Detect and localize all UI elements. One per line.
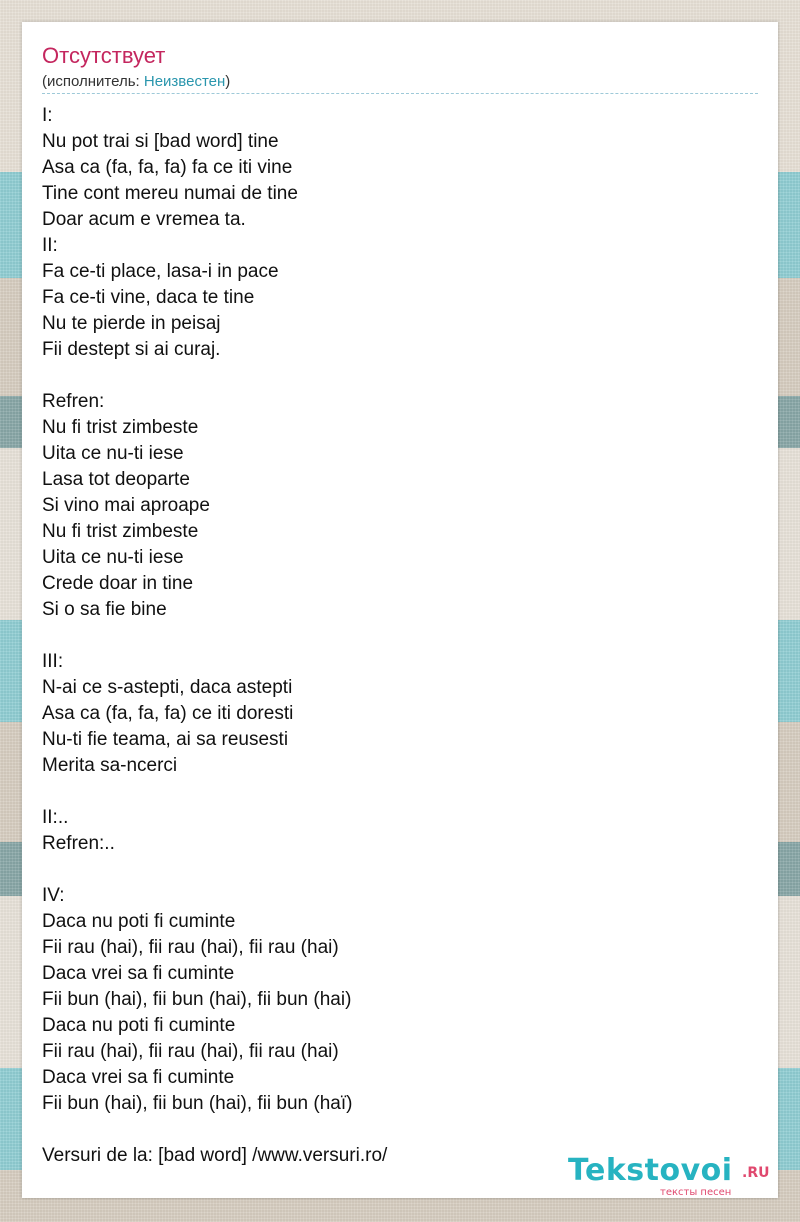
lyric-line: I:	[42, 105, 53, 126]
lyric-line: Nu-ti fie teama, ai sa reusesti	[42, 729, 289, 750]
artist-line	[42, 72, 230, 92]
lyric-line	[42, 363, 758, 389]
lyric-line: Refren:..	[42, 833, 115, 854]
site-logo[interactable]	[568, 1154, 778, 1198]
lyric-line: Fii rau (hai), fii rau (hai), fii rau (hai)	[42, 937, 339, 958]
lyric-line: IV:	[42, 885, 65, 906]
lyric-line: Merita sa-ncerci	[42, 755, 178, 776]
lyric-line: Refren:	[42, 391, 105, 412]
lyric-line: II:..	[42, 807, 69, 828]
lyrics-text	[42, 103, 758, 1169]
lyric-line: Asa ca (fa, fa, fa) fa ce iti vine	[42, 157, 293, 178]
lyric-line: III:	[42, 651, 64, 672]
lyric-line: Fa ce-ti place, lasa-i in pace	[42, 261, 279, 282]
lyric-line: Fa ce-ti vine, daca te tine	[42, 287, 255, 308]
lyric-line	[42, 623, 758, 649]
lyric-line: Fii destept si ai curaj.	[42, 339, 221, 360]
lyric-line	[42, 779, 758, 805]
lyric-line: Nu fi trist zimbeste	[42, 417, 199, 438]
artist-suffix: )	[225, 73, 231, 90]
title-divider	[42, 93, 758, 94]
lyric-line	[42, 1117, 758, 1143]
lyric-line: Daca vrei sa fi cuminte	[42, 1067, 235, 1088]
lyric-line: Tine cont mereu numai de tine	[42, 183, 298, 204]
lyric-line: II:	[42, 235, 58, 256]
lyric-line: Uita ce nu-ti iese	[42, 443, 184, 464]
lyric-line: Fii bun (hai), fii bun (hai), fii bun (haï)	[42, 1093, 353, 1114]
lyric-line: Versuri de la: [bad word] /www.versuri.ro/	[42, 1145, 388, 1166]
lyric-line: Daca nu poti fi cuminte	[42, 911, 236, 932]
lyric-line: Nu te pierde in peisaj	[42, 313, 221, 334]
lyric-line: Daca vrei sa fi cuminte	[42, 963, 235, 984]
song-title: Отсутствует	[42, 43, 166, 68]
lyric-line: Fii bun (hai), fii bun (hai), fii bun (hai)	[42, 989, 352, 1010]
lyric-line: Doar acum e vremea ta.	[42, 209, 246, 230]
lyric-line: Crede doar in tine	[42, 573, 194, 594]
logo-tld: .RU	[742, 1165, 770, 1181]
lyric-line: Nu pot trai si [bad word] tine	[42, 131, 279, 152]
lyric-line: Fii rau (hai), fii rau (hai), fii rau (hai)	[42, 1041, 339, 1062]
lyric-line	[42, 857, 758, 883]
lyric-line: Lasa tot deoparte	[42, 469, 190, 490]
logo-tagline: тексты песен	[660, 1187, 732, 1198]
lyric-line: Si vino mai aproape	[42, 495, 210, 516]
artist-prefix: (исполнитель:	[42, 73, 144, 90]
lyric-line: N-ai ce s-astepti, daca astepti	[42, 677, 293, 698]
lyric-line: Daca nu poti fi cuminte	[42, 1015, 236, 1036]
lyric-line: Asa ca (fa, fa, fa) ce iti doresti	[42, 703, 294, 724]
artist-link[interactable]: Неизвестен	[143, 73, 226, 90]
lyric-line: Si o sa fie bine	[42, 599, 167, 620]
logo-brand: Tekstovoi	[568, 1153, 733, 1188]
lyric-line: Nu fi trist zimbeste	[42, 521, 199, 542]
lyric-line: Uita ce nu-ti iese	[42, 547, 184, 568]
lyrics-card	[22, 22, 778, 1198]
